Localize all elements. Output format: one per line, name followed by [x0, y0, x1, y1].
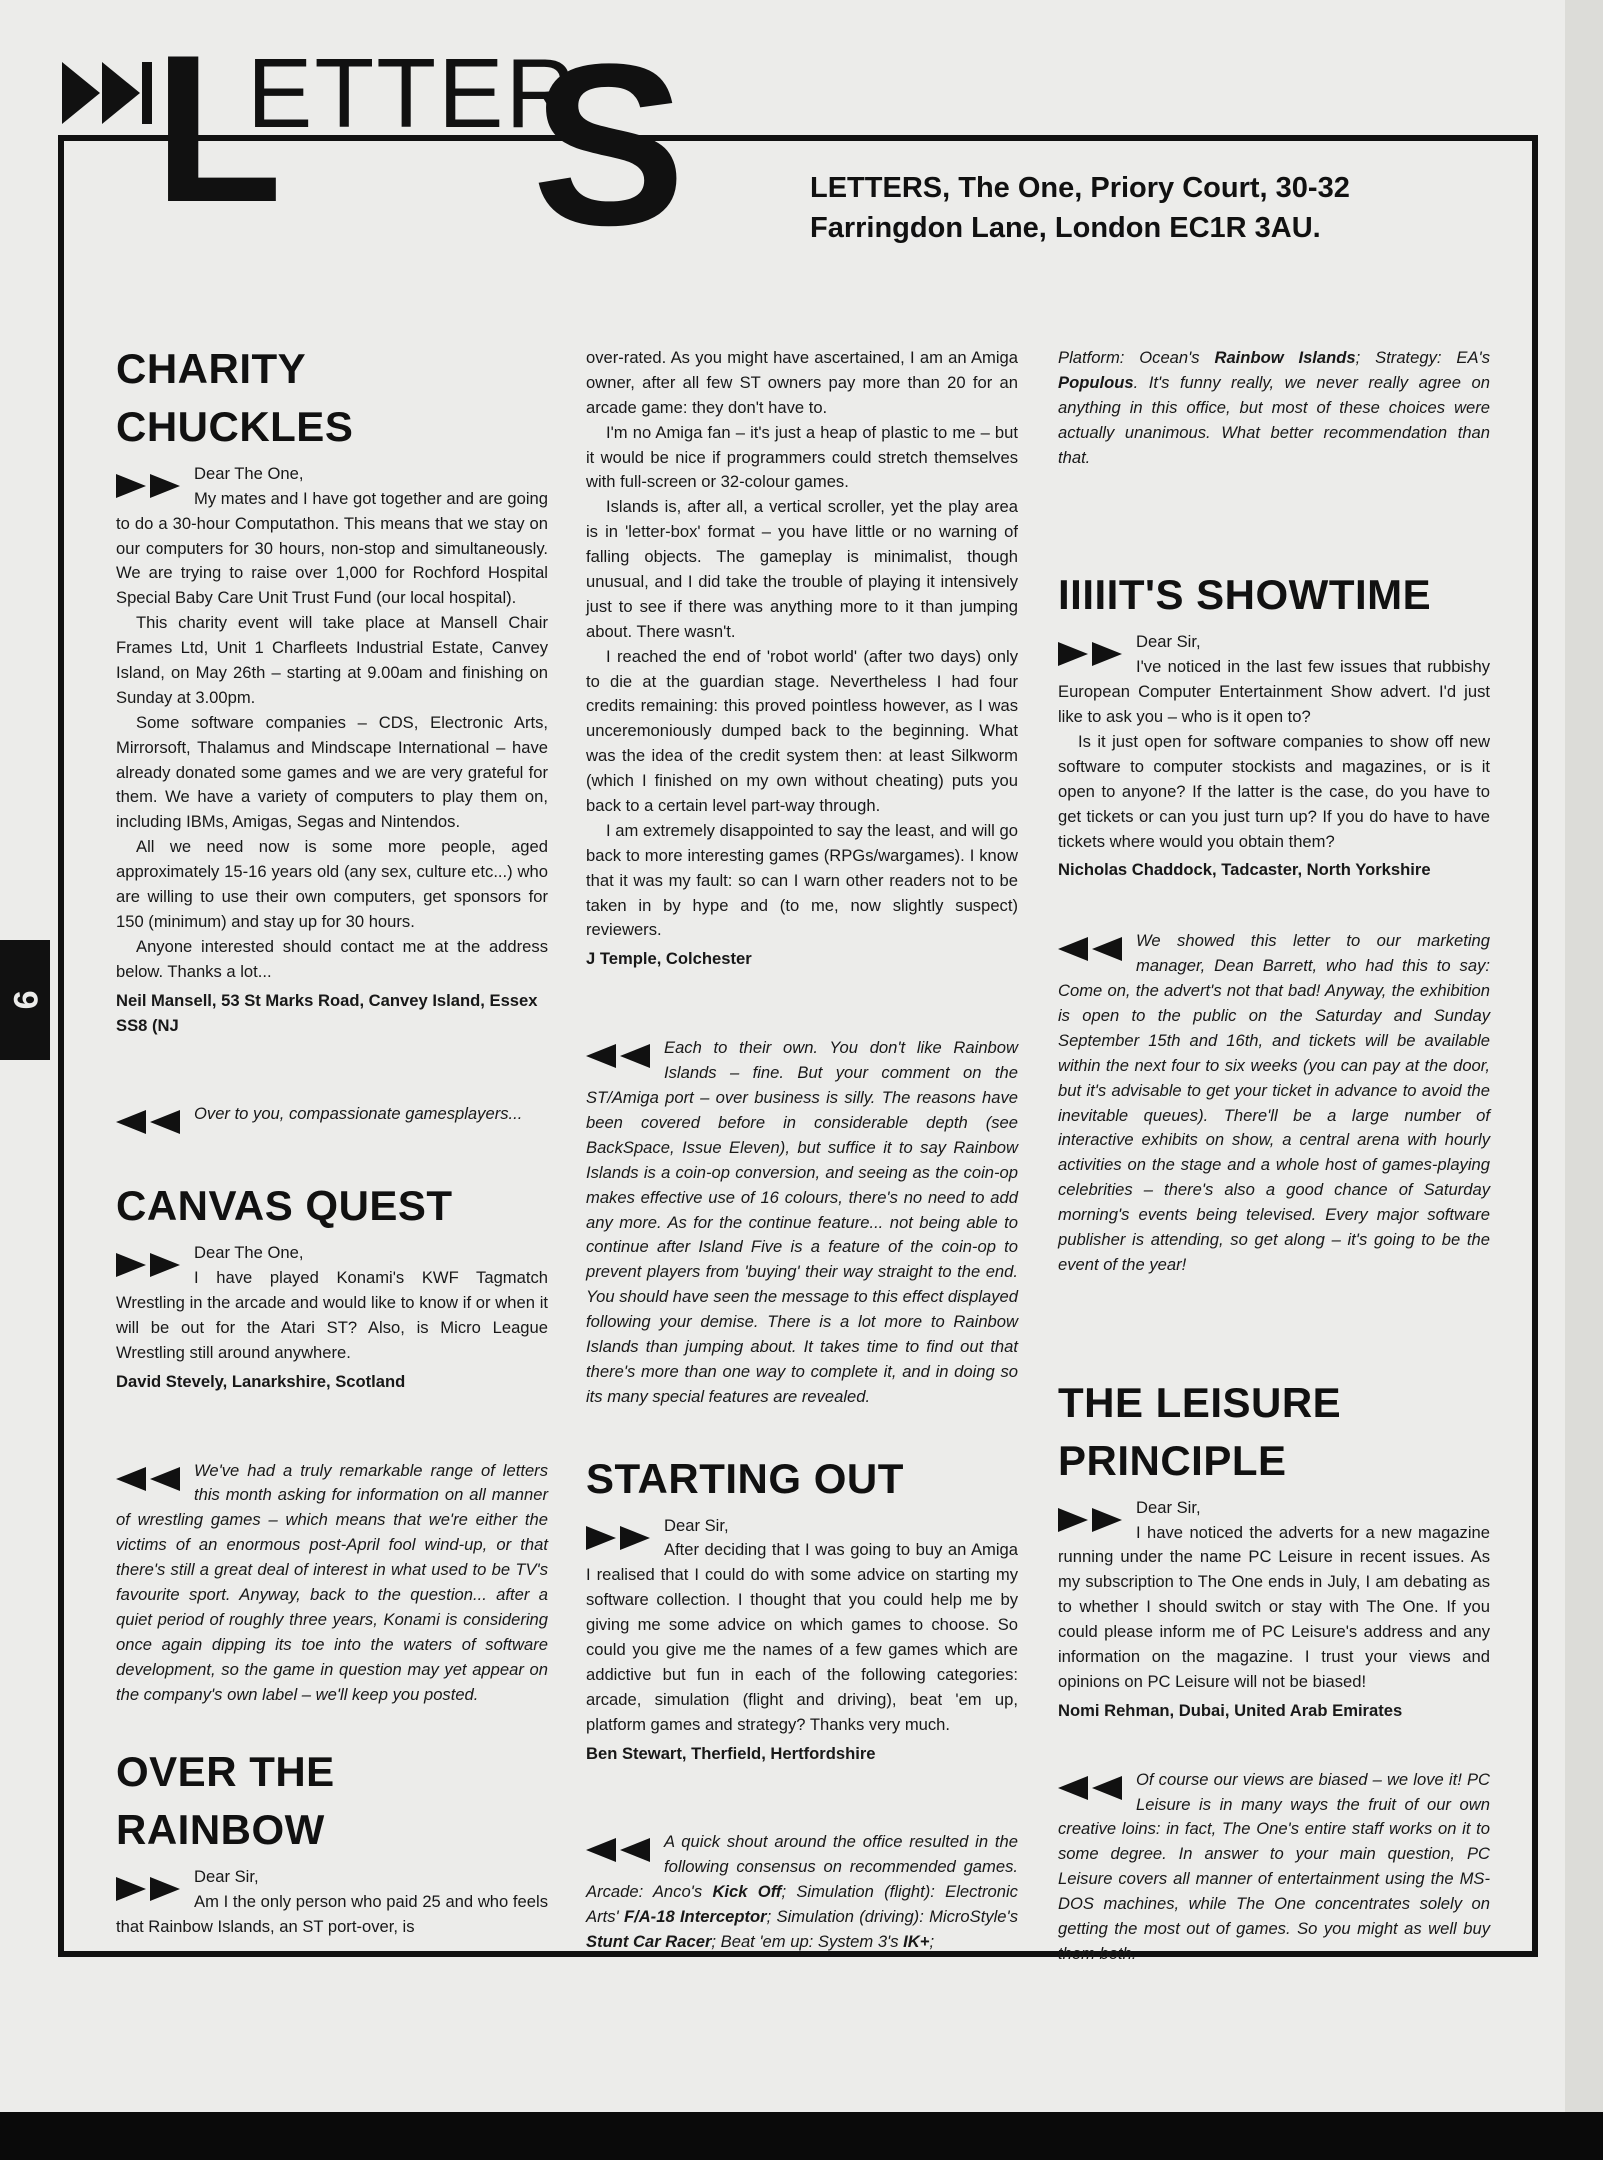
salutation: Dear Sir,	[194, 1867, 259, 1887]
game-ik-plus: IK+	[903, 1932, 930, 1952]
letter-paragraph: I've noticed in the last few issues that rubbishy European Computer Entertainment Show advert. I'd just like to ask you – who is it open to?	[1058, 657, 1490, 727]
heading-leisure-principle: THE LEISURE PRINCIPLE	[1058, 1378, 1342, 1484]
game-kick-off: Kick Off	[712, 1882, 782, 1902]
letter-paragraph: Some software companies – CDS, Electronic Arts, Mirrorsoft, Thalamus and Mindscape International – have already donated some games and we are very grateful for them. We have a variety of computers to play them on, including IBMs, Amigas, Segas and Nintendos.	[116, 712, 548, 832]
page-number: 9	[6, 990, 45, 1010]
masthead-letter-s: S	[532, 16, 686, 273]
game-rainbow-islands: Rainbow Islands	[1214, 348, 1356, 367]
letter-paragraph: This charity event will take place at Mansell Chair Frames Ltd, Unit 1 Charfleets Industrial Estate, Canvey Island, on May 26th – starting at 9.00am and finishing on Sunday at 3.00pm.	[116, 613, 548, 707]
masthead-etter: ETTER	[247, 38, 579, 148]
letter-paragraph: Is it just open for software companies to show off new software to computer stockists and magazines, or is it open to anyone? If the latter is the case, do you have to get tickets or can you just turn up? If you do have to have tickets where would you obtain them?	[1058, 731, 1490, 851]
game-interceptor: F/A-18 Interceptor	[623, 1907, 767, 1927]
letter-paragraph: over-rated. As you might have ascertained, I am an Amiga owner, after all few ST owners pay more than 20 for an arcade game: they don't have to.	[586, 348, 1018, 417]
double-right-arrow-icon	[116, 1249, 184, 1281]
reply-showtime	[1058, 929, 1490, 1277]
reply-text: We've had a truly remarkable range of letters this month asking for information on all manner of wrestling games – which means that we're either the victims of an enormous post-April fool wind-up, or that there's still a great deal of interest in what used to be TV's favourite sport. Anyway, back to the question... after a quiet period of roughly three years, Konami is considering once again dipping its toe into the waters of software development, so the game in question may yet appear on the company's own label – we'll keep you posted.	[116, 1460, 548, 1704]
heading-charity-chuckles: CHARITY CHUCKLES	[116, 345, 354, 450]
double-left-arrow-icon	[586, 1040, 654, 1072]
letter-showtime	[1058, 630, 1490, 883]
signature: David Stevely, Lanarkshire, Scotland	[116, 1371, 406, 1391]
double-right-arrow-icon	[1058, 638, 1126, 670]
letter-paragraph: Anyone interested should contact me at the address below. Thanks a lot...	[116, 936, 548, 981]
heading-over-the-rainbow: OVER THE RAINBOW	[116, 1748, 335, 1854]
letter-paragraph: After deciding that I was going to buy an Amiga I realised that I could do with some advice on starting my software collection. I thought that you could help me by giving me some advice on which games to choose. So could you give me the names of a few games which are addictive but fun in each of the following categories: arcade, simulation (flight and driving), beat 'em up, platform games and strategy? Thanks very much.	[586, 1540, 1018, 1734]
signature: Neil Mansell, 53 St Marks Road, Canvey Island, Essex SS8 (NJ	[116, 990, 538, 1035]
letter-paragraph: I am extremely disappointed to say the least, and will go back to more interesting games (RPGs/wargames). I know that it was my fault: so can I warn other readers not to be taken in by hype and (to me, now slightly suspect) reviewers.	[586, 820, 1018, 940]
letter-charity	[116, 462, 548, 1038]
reply-leisure	[1058, 1768, 1490, 1967]
reply-rainbow	[586, 1036, 1018, 1409]
reply-text: Over to you, compassionate gamesplayers...	[194, 1104, 523, 1124]
salutation: Dear Sir,	[664, 1515, 729, 1535]
reply-starting	[586, 1830, 1018, 1954]
double-right-arrow-icon	[116, 470, 184, 502]
salutation: Dear Sir,	[1136, 1497, 1201, 1517]
reply-text: Platform: Ocean's Rainbow Islands; Strategy: EA's Populous. It's funny really, we never really agree on anything in this office, but most of these choices were actually unanimous. What better recommendation than that.	[1058, 348, 1490, 467]
double-right-arrow-icon	[586, 1522, 654, 1554]
signature: Nomi Rehman, Dubai, United Arab Emirates	[1058, 1700, 1403, 1720]
double-left-arrow-icon	[1058, 933, 1126, 965]
signature: Nicholas Chaddock, Tadcaster, North Yorkshire	[1058, 860, 1431, 880]
letter-paragraph: Islands is, after all, a vertical scroller, yet the play area is in 'letter-box' format – you have little or no warning of falling objects. The gameplay is minimalist, though unusual, and I did take the trouble of playing it intensively just to see if there was anything more to it than jumping about. There wasn't.	[586, 497, 1018, 641]
signature: Ben Stewart, Therfield, Hertfordshire	[586, 1743, 876, 1763]
double-right-arrow-icon	[116, 1873, 184, 1905]
heading-starting-out: STARTING OUT	[586, 1454, 904, 1502]
salutation: Dear Sir,	[1136, 632, 1201, 652]
double-left-arrow-icon	[116, 1463, 184, 1495]
letters-address: LETTERS, The One, Priory Court, 30-32 Farringdon Lane, London EC1R 3AU.	[810, 172, 1350, 245]
column-2	[586, 346, 1018, 1955]
salutation: Dear The One,	[194, 1243, 304, 1263]
letter-canvas	[116, 1241, 548, 1394]
masthead-letter-l: L	[154, 11, 283, 246]
letter-paragraph: Am I the only person who paid 25 and who feels that Rainbow Islands, an ST port-over, is	[116, 1892, 548, 1937]
masthead-arrows-icon	[62, 62, 154, 124]
letter-leisure	[1058, 1496, 1490, 1724]
signature: J Temple, Colchester	[586, 949, 752, 969]
reply-text: Each to their own. You don't like Rainbow Islands – fine. But your comment on the ST/Amiga port – over business is silly. The reasons have been covered before in considerable depth (see BackSpace, Issue Eleven), but suffice it to say Rainbow Islands is a coin-op conversion, and seeing as the coin-op makes effective use of 16 colours, there's no need to add any more. As for the continue feature... not being able to continue after Island Five is a feature of the coin-op to prevent players from 'buying' their way straight to the end. You should have seen the message to this effect displayed following your demise. There is a lot more to Rainbow Islands than jumping about. It takes time to find out that there's more than one way to complete it, and in doing so its many special features are revealed.	[586, 1038, 1018, 1406]
double-left-arrow-icon	[1058, 1772, 1126, 1804]
reply-text: A quick shout around the office resulted in the following consensus on recommended games. Arcade: Anco's Kick Off; Simulation (flight): Electronic Arts' F/A-18 Interceptor; Simulation (driving): MicroStyle's Stunt Car Racer; Beat 'em up: System 3's IK+;	[586, 1832, 1018, 1952]
reply-charity	[116, 1102, 548, 1127]
column-1	[116, 340, 548, 1940]
double-left-arrow-icon	[116, 1106, 184, 1138]
page-edge-shadow	[1565, 0, 1603, 2160]
letter-paragraph: All we need now is some more people, aged approximately 15-16 years old (any sex, culture etc...) who are willing to use their own computers, get sponsors for 150 (minimum) and stay up for 30 hours.	[116, 837, 548, 931]
scan-bottom-edge	[0, 2112, 1603, 2160]
letter-rainbow	[116, 1865, 548, 1940]
reply-starting-continued	[1058, 346, 1490, 470]
column-3	[1058, 346, 1490, 1967]
reply-text: We showed this letter to our marketing manager, Dean Barrett, who had this to say: Come on, the advert's not that bad! Anyway, the exhibition is open to the public on the Saturday and Sunday September 15th and 16th, and tickets will be available within the next four to six weeks (you can pay at the door, but it's advisable to get your ticket in advance to avoid the inevitable queues). There'll be a large number of interactive exhibits on show, a central arena with hourly activities on the stage and a whole host of games-playing celebrities – there's also a good chance of Saturday morning's events being televised. Every major software publisher is attending, so get along – it's going to be the event of the year!	[1058, 931, 1490, 1274]
letter-paragraph: I reached the end of 'robot world' (after two days) only to die at the guardian stage. Nevertheless I had four credits remaining: this proved pointless however, as I was unceremoniously dumped back to the beginning. What was the idea of the credit system then: at least Silkworm (which I finished on my own without cheating) puts you back to a certain level part-way through.	[586, 646, 1018, 816]
salutation: Dear The One,	[194, 463, 304, 483]
letter-paragraph: I have played Konami's KWF Tagmatch Wrestling in the arcade and would like to know if or when it will be out for the Atari ST? Also, is Micro League Wrestling still around anywhere.	[116, 1268, 548, 1362]
letter-starting	[586, 1514, 1018, 1767]
double-right-arrow-icon	[1058, 1504, 1126, 1536]
letter-paragraph: I have noticed the adverts for a new magazine running under the name PC Leisure in recent issues. As my subscription to The One ends in July, I am debating as to whether I should switch or stay with The One. If you could please inform me of PC Leisure's address and any information on the magazine. I trust your views and opinions on PC Leisure will not be biased!	[1058, 1522, 1490, 1691]
game-populous: Populous	[1058, 372, 1134, 392]
game-stunt-car-racer: Stunt Car Racer	[586, 1932, 712, 1952]
double-left-arrow-icon	[586, 1834, 654, 1866]
heading-canvas-quest: CANVAS QUEST	[116, 1182, 453, 1230]
reply-text: Of course our views are biased – we love it! PC Leisure is in many ways the fruit of our own creative loins: in fact, The One's entire staff works on it to some degree. In answer to your main question, PC Leisure covers all manner of entertainment using the MS-DOS machines, while The One concentrates solely on getting the most out of games. So you might as well buy them both.	[1058, 1769, 1490, 1963]
heading-showtime: IIIIIT'S SHOWTIME	[1058, 571, 1432, 619]
letter-paragraph: I'm no Amiga fan – it's just a heap of plastic to me – but it would be nice if programmers could stretch themselves with full-screen or 32-colour games.	[586, 422, 1018, 492]
reply-canvas	[116, 1459, 548, 1708]
letter-paragraph: My mates and I have got together and are going to do a 30-hour Computathon. This means that we stay on our computers for 30 hours, non-stop and simultaneously. We are trying to raise over 1,000 for Rochford Hospital Special Baby Care Unit Trust Fund (our local hospital).	[116, 488, 548, 608]
